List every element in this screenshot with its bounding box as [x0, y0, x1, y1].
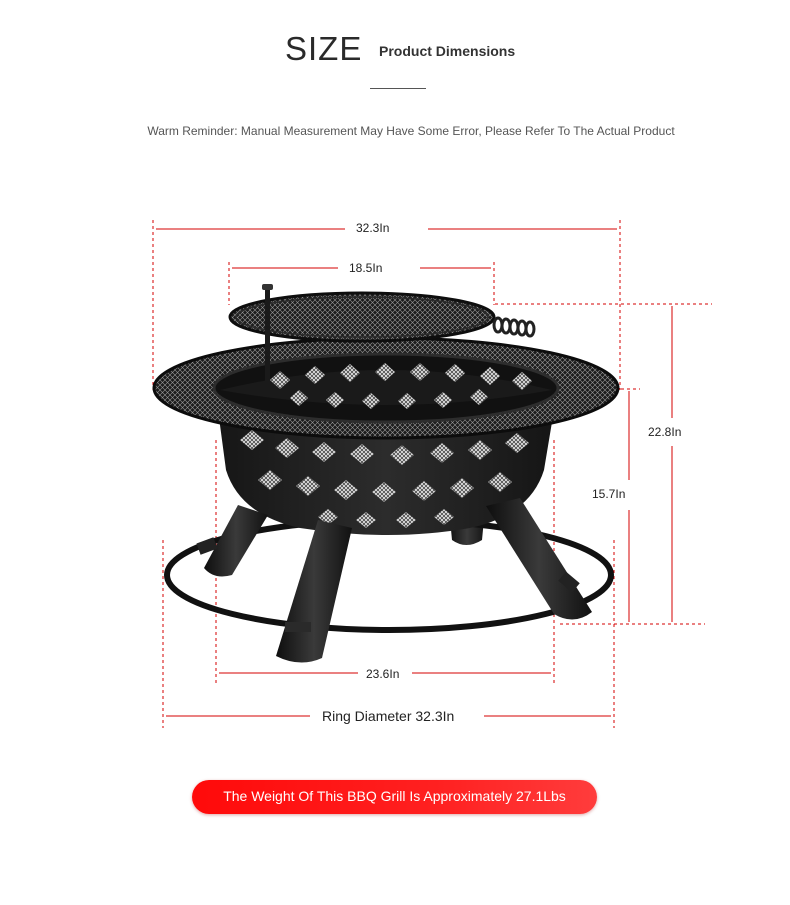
ring-diameter-label: Ring Diameter 32.3In — [318, 708, 458, 724]
front-leg-center — [276, 520, 352, 663]
ring-bracket-front — [285, 622, 311, 632]
fire-pit-illustration — [154, 284, 618, 663]
spring-handle — [494, 318, 534, 336]
bowl-height-label: 15.7In — [588, 487, 629, 501]
bowl-width-label: 23.6In — [362, 667, 403, 681]
total-height-label: 22.8In — [644, 425, 685, 439]
weight-banner — [192, 780, 597, 814]
page-subtitle: Product Dimensions — [379, 43, 516, 59]
page-title: SIZE — [285, 30, 363, 67]
swing-arm-cap — [262, 284, 273, 290]
swing-arm-post — [265, 288, 270, 383]
grill-width-label: 18.5In — [345, 261, 386, 275]
front-leg-right — [486, 498, 592, 620]
measurement-reminder: Warm Reminder: Manual Measurement May Have Some Error, Please Refer To The Actual Product — [147, 124, 675, 138]
weight-banner-text: The Weight Of This BBQ Grill Is Approximately 27.1Lbs — [223, 788, 566, 804]
outer-width-label: 32.3In — [352, 221, 393, 235]
